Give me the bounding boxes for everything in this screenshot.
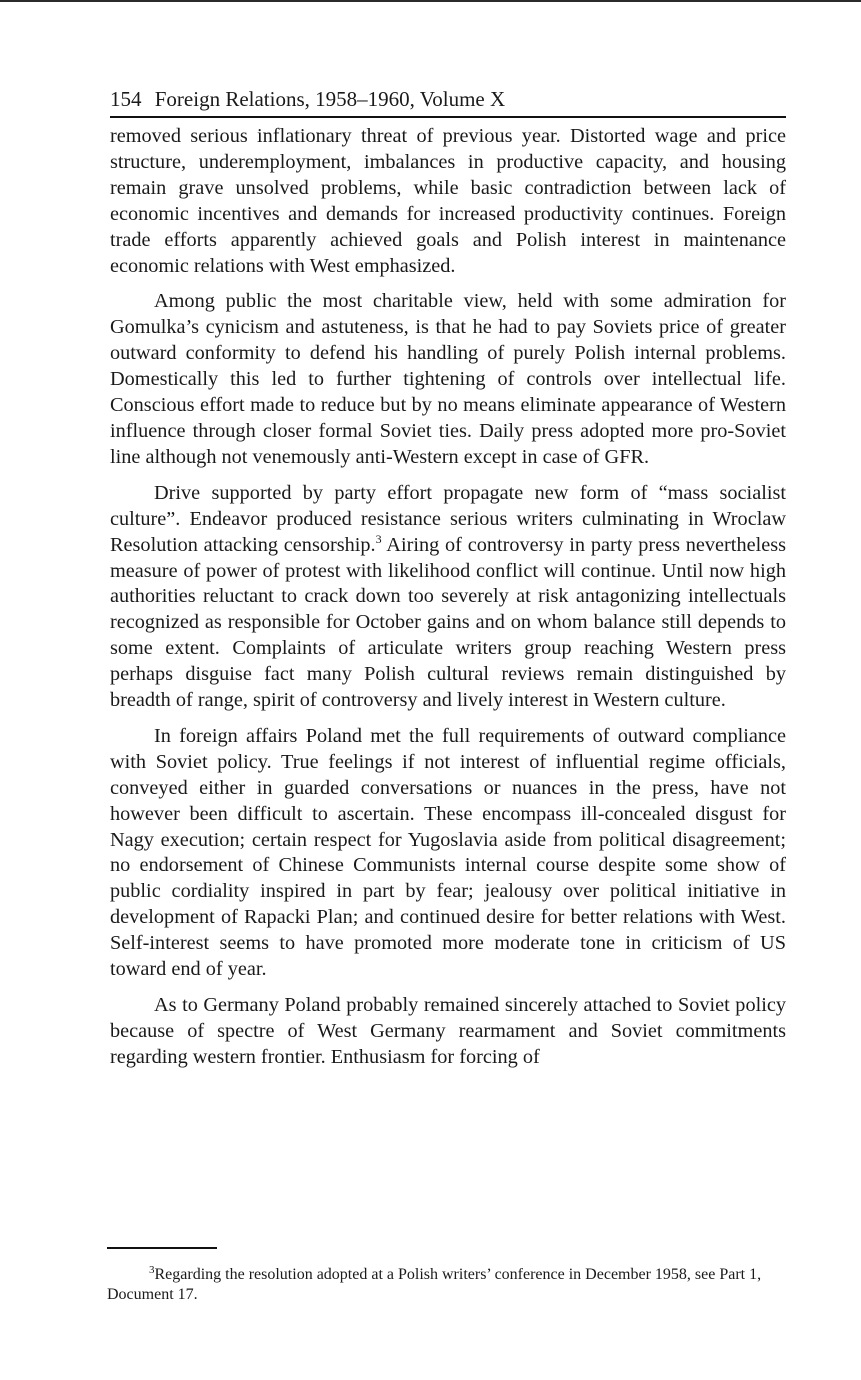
running-title: Foreign Relations, 1958–1960, Volume X bbox=[154, 87, 506, 111]
paragraph: As to Germany Poland probably remained sincerely attached to Soviet policy because of spectre of West Germany rearmament and Soviet commitments regarding western frontier. Enthusiasm for forcing of bbox=[110, 994, 786, 1068]
paragraph: Among public the most charitable view, held with some admiration for Gomulka’s cynicism and astuteness, is that he had to pay Soviets price of greater outward conformity to defend his handling of purely Polish internal problems. Domestically this led to further tightening of controls over intellectual life. Conscious effort made to reduce but by no means eliminate appearance of Western influence through closer formal Soviet ties. Daily press adopted more pro-Soviet line although not venemously anti-Western except in case of GFR. bbox=[110, 290, 786, 468]
footnote-mark: 3 bbox=[149, 1263, 155, 1276]
document-page bbox=[110, 86, 786, 1081]
footnote-text: Regarding the resolution adopted at a Polish writers’ conference in December 1958, see Part 1, Document 17. bbox=[107, 1266, 762, 1303]
footnote bbox=[107, 1265, 783, 1305]
footnote-divider bbox=[107, 1247, 217, 1249]
paragraph-continued: removed serious inflationary threat of previous year. Distorted wage and price structure, underemployment, imbalances in productive capacity, and housing remain grave unsolved problems, while basic contradiction between lack of economic incentives and demands for increased productivity continues. Foreign trade efforts apparently achieved goals and Polish interest in maintenance economic relations with West emphasized. bbox=[110, 125, 786, 277]
body-text bbox=[110, 124, 786, 1071]
footnote-reference[interactable]: 3 bbox=[375, 531, 382, 546]
paragraph: In foreign affairs Poland met the full requirements of outward compliance with Soviet policy. True feelings if not interest of influential regime officials, conveyed either in guarded conversations or nuances in the press, have not however been difficult to ascertain. These encompass ill-concealed disgust for Nagy execution; certain respect for Yugoslavia aside from political disagreement; no endorsement of Chinese Communists internal course despite some show of public cordiality inspired in part by fear; jealousy over political initiative in development of Rapacki Plan; and continued desire for better relations with West. Self-interest seems to have promoted more moderate tone in criticism of US toward end of year. bbox=[110, 724, 786, 981]
paragraph-text: Drive supported by party effort propagate new form of “mass socialist culture”. Endeavor produced resistance serious writers culminating in Wroclaw Resolution attacking censorship. bbox=[110, 481, 786, 556]
page-number: 154 bbox=[110, 87, 142, 111]
paragraph-text: Airing of controversy in party press nevertheless measure of power of protest with likelihood conflict will continue. Until now high authorities reluctant to crack down too severely at risk antagonizing intellectuals recognized as responsible for October gains and on whom balance still depends to some extent. Complaints of articulate writers group reaching Western press perhaps disguise fact many Polish cultural reviews remain distinguished by breadth of range, spirit of controversy and lively interest in Western culture. bbox=[110, 533, 787, 712]
page-top-edge bbox=[0, 0, 861, 2]
running-head bbox=[110, 86, 786, 118]
paragraph-with-footnote bbox=[110, 481, 786, 714]
